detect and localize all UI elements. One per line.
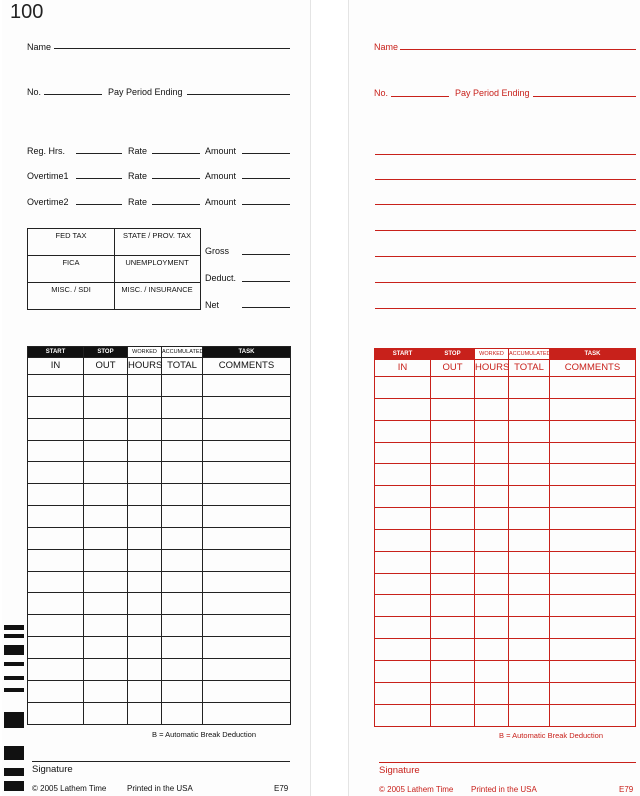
comments-header: COMMENTS [203,358,291,375]
copyright: © 2005 Lathem Time [32,784,107,793]
hours-cell[interactable] [128,418,162,440]
reg-amount-label: Amount [205,146,237,156]
name-field[interactable] [54,48,290,49]
in-cell[interactable] [28,484,84,506]
total-cell[interactable] [162,418,203,440]
task-label: TASK [550,349,636,360]
table-row [28,527,291,549]
ot2-amount-field[interactable] [242,204,290,205]
in-cell[interactable] [375,442,431,464]
total-cell[interactable] [162,506,203,528]
in-cell[interactable] [28,637,84,659]
hours-cell[interactable] [475,639,509,661]
comments-cell[interactable] [550,464,636,486]
hours-cell[interactable] [475,595,509,617]
table-row [375,420,636,442]
out-cell[interactable] [431,595,475,617]
in-cell[interactable] [28,549,84,571]
accumulated-label: ACCUMULATED [162,347,203,358]
hours-cell[interactable] [475,464,509,486]
net-label: Net [205,300,220,310]
comments-cell[interactable] [203,658,291,680]
out-cell[interactable] [431,660,475,682]
total-cell[interactable] [509,377,550,399]
registration-mark [4,676,24,680]
number-field[interactable] [44,94,102,95]
table-row [375,486,636,508]
out-cell[interactable] [84,418,128,440]
total-cell[interactable] [509,660,550,682]
total-cell[interactable] [162,637,203,659]
comments-cell[interactable] [203,396,291,418]
comments-cell[interactable] [203,527,291,549]
table-row [375,464,636,486]
hours-cell[interactable] [128,615,162,637]
worked-label: WORKED [128,347,162,358]
in-cell[interactable] [375,660,431,682]
total-cell[interactable] [509,398,550,420]
in-cell[interactable] [28,658,84,680]
out-cell[interactable] [84,440,128,462]
in-cell[interactable] [28,680,84,702]
in-cell[interactable] [28,571,84,593]
comments-cell[interactable] [550,595,636,617]
table-row [375,551,636,573]
table-row [375,617,636,639]
entry-line[interactable] [375,282,636,283]
table-row [375,529,636,551]
hours-cell[interactable] [128,702,162,724]
table-row [28,484,291,506]
table-row [375,377,636,399]
table-row [375,573,636,595]
comments-cell[interactable] [550,682,636,704]
card-number: 100 [10,1,44,23]
hours-cell[interactable] [128,658,162,680]
table-row [28,506,291,528]
signature-field[interactable] [379,762,636,763]
comments-cell[interactable] [550,486,636,508]
signature-field[interactable] [32,761,290,762]
stop-label: STOP [84,347,128,358]
out-cell[interactable] [431,464,475,486]
in-cell[interactable] [375,420,431,442]
total-cell[interactable] [509,442,550,464]
comments-cell[interactable] [550,442,636,464]
reg-amount-field[interactable] [242,153,290,154]
comments-header: COMMENTS [550,360,636,377]
table-row [375,442,636,464]
comments-cell[interactable] [550,704,636,726]
total-cell[interactable] [509,508,550,530]
total-cell[interactable] [509,573,550,595]
printed-in: Printed in the USA [471,785,537,794]
entry-line[interactable] [375,204,636,205]
table-row [28,680,291,702]
entry-line[interactable] [375,308,636,309]
total-cell[interactable] [509,617,550,639]
total-cell[interactable] [162,615,203,637]
hours-cell[interactable] [475,704,509,726]
table-row [28,396,291,418]
out-cell[interactable] [431,420,475,442]
table-row [28,549,291,571]
entry-line[interactable] [375,256,636,257]
in-cell[interactable] [375,682,431,704]
in-cell[interactable] [375,639,431,661]
total-cell[interactable] [509,486,550,508]
form-code: E79 [619,785,634,794]
in-cell[interactable] [375,377,431,399]
hours-cell[interactable] [475,551,509,573]
hours-cell[interactable] [128,527,162,549]
name-label: Name [27,42,52,52]
comments-cell[interactable] [203,484,291,506]
hours-cell[interactable] [475,508,509,530]
in-header: IN [28,358,84,375]
time-entry-rows [375,377,636,727]
printed-in: Printed in the USA [127,784,193,793]
deduct-field[interactable] [242,281,290,282]
comments-cell[interactable] [550,377,636,399]
deduct-label: Deduct. [205,273,237,283]
comments-cell[interactable] [203,375,291,397]
hours-cell[interactable] [475,617,509,639]
total-cell[interactable] [509,682,550,704]
in-header: IN [375,360,431,377]
ot2-rate-label: Rate [128,197,148,207]
hours-cell[interactable] [128,571,162,593]
signature-label: Signature [32,764,73,775]
in-cell[interactable] [375,617,431,639]
ot1-amount-label: Amount [205,171,237,181]
out-cell[interactable] [84,571,128,593]
signature-label: Signature [379,765,420,776]
total-cell[interactable] [162,658,203,680]
comments-cell[interactable] [203,615,291,637]
in-cell[interactable] [28,702,84,724]
number-field[interactable] [391,96,449,97]
total-cell[interactable] [162,375,203,397]
unemployment-label: UNEMPLOYMENT [125,258,189,267]
in-cell[interactable] [375,551,431,573]
ot1-rate-field[interactable] [152,178,200,179]
comments-cell[interactable] [203,506,291,528]
comments-cell[interactable] [203,680,291,702]
reg-hrs-label: Reg. Hrs. [27,146,66,156]
out-cell[interactable] [431,639,475,661]
registration-mark [4,768,24,776]
comments-cell[interactable] [550,398,636,420]
total-cell[interactable] [509,529,550,551]
time-table [374,348,636,727]
in-cell[interactable] [28,506,84,528]
out-header: OUT [431,360,475,377]
comments-cell[interactable] [550,420,636,442]
fed-tax-label: FED TAX [55,231,87,240]
out-cell[interactable] [84,375,128,397]
fica-label: FICA [62,258,80,267]
form-code: E79 [274,784,289,793]
table-row [28,615,291,637]
comments-cell[interactable] [550,508,636,530]
misc-insurance-label: MISC. / INSURANCE [121,285,193,294]
comments-cell[interactable] [203,571,291,593]
table-row [375,639,636,661]
out-cell[interactable] [84,615,128,637]
in-cell[interactable] [28,375,84,397]
comments-cell[interactable] [203,549,291,571]
comments-cell[interactable] [203,593,291,615]
total-cell[interactable] [162,680,203,702]
out-cell[interactable] [84,702,128,724]
hours-cell[interactable] [128,680,162,702]
comments-cell[interactable] [203,637,291,659]
out-cell[interactable] [431,486,475,508]
copyright: © 2005 Lathem Time [379,785,454,794]
in-cell[interactable] [28,593,84,615]
in-cell[interactable] [375,573,431,595]
reg-rate-field[interactable] [152,153,200,154]
table-row [375,398,636,420]
stop-label: STOP [431,349,475,360]
entry-line[interactable] [375,179,636,180]
total-header: TOTAL [509,360,550,377]
total-cell[interactable] [162,440,203,462]
total-cell[interactable] [509,464,550,486]
in-cell[interactable] [375,595,431,617]
hours-header: HOURS [475,360,509,377]
hours-cell[interactable] [475,682,509,704]
total-cell[interactable] [162,484,203,506]
overtime2-label: Overtime2 [27,197,69,207]
name-label: Name [374,42,399,52]
net-field[interactable] [242,307,290,308]
comments-cell[interactable] [550,551,636,573]
pay-period-ending-field[interactable] [533,96,636,97]
gross-label: Gross [205,246,230,256]
table-row [28,658,291,680]
ot1-rate-label: Rate [128,171,148,181]
hours-cell[interactable] [475,420,509,442]
hours-cell[interactable] [475,377,509,399]
total-cell[interactable] [162,593,203,615]
out-cell[interactable] [431,682,475,704]
total-cell[interactable] [509,551,550,573]
hours-cell[interactable] [475,573,509,595]
table-row [28,702,291,724]
table-row [375,660,636,682]
table-row [28,375,291,397]
in-cell[interactable] [375,464,431,486]
ot1-amount-field[interactable] [242,178,290,179]
time-card-back [348,0,640,796]
in-cell[interactable] [28,440,84,462]
total-cell[interactable] [509,595,550,617]
registration-mark [4,625,24,630]
hours-cell[interactable] [128,440,162,462]
in-cell[interactable] [28,615,84,637]
registration-mark [4,662,24,666]
hours-cell[interactable] [475,529,509,551]
in-cell[interactable] [375,529,431,551]
task-label: TASK [203,347,291,358]
registration-mark [4,645,24,655]
out-cell[interactable] [431,617,475,639]
pay-period-ending-label: Pay Period Ending [108,87,183,97]
hours-cell[interactable] [128,375,162,397]
registration-mark [4,712,24,728]
table-row [375,682,636,704]
ot2-amount-label: Amount [205,197,237,207]
table-row [28,418,291,440]
entry-line[interactable] [375,230,636,231]
hours-cell[interactable] [475,486,509,508]
state-tax-label: STATE / PROV. TAX [123,231,191,240]
reg-hrs-field[interactable] [76,153,122,154]
in-cell[interactable] [375,398,431,420]
registration-mark [4,634,24,638]
start-label: START [375,349,431,360]
table-row [28,440,291,462]
out-cell[interactable] [431,551,475,573]
comments-cell[interactable] [550,639,636,661]
table-row [28,637,291,659]
pay-period-ending-field[interactable] [187,94,290,95]
out-cell[interactable] [431,377,475,399]
registration-mark [4,688,24,692]
hours-cell[interactable] [128,396,162,418]
out-cell[interactable] [431,573,475,595]
hours-cell[interactable] [128,462,162,484]
registration-mark [4,781,24,791]
table-row [28,593,291,615]
in-cell[interactable] [375,508,431,530]
time-entry-rows [28,375,291,725]
in-cell[interactable] [375,704,431,726]
out-cell[interactable] [431,508,475,530]
hours-cell[interactable] [475,660,509,682]
in-cell[interactable] [28,462,84,484]
hours-cell[interactable] [128,637,162,659]
comments-cell[interactable] [550,529,636,551]
comments-cell[interactable] [203,462,291,484]
comments-cell[interactable] [550,660,636,682]
hours-cell[interactable] [475,442,509,464]
out-header: OUT [84,358,128,375]
table-row [28,571,291,593]
hours-cell[interactable] [475,398,509,420]
comments-cell[interactable] [550,573,636,595]
overtime1-label: Overtime1 [27,171,69,181]
time-table [27,346,291,725]
total-cell[interactable] [162,527,203,549]
overtime1-field[interactable] [76,178,122,179]
table-row [28,462,291,484]
number-label: No. [27,87,42,97]
hours-cell[interactable] [128,549,162,571]
out-cell[interactable] [84,506,128,528]
number-label: No. [374,88,389,98]
total-cell[interactable] [162,549,203,571]
total-cell[interactable] [162,571,203,593]
deductions-box [27,228,201,310]
out-cell[interactable] [431,704,475,726]
out-cell[interactable] [84,637,128,659]
in-cell[interactable] [28,527,84,549]
in-cell[interactable] [375,486,431,508]
total-cell[interactable] [509,704,550,726]
total-cell[interactable] [162,396,203,418]
out-cell[interactable] [84,658,128,680]
total-header: TOTAL [162,358,203,375]
out-cell[interactable] [84,462,128,484]
out-cell[interactable] [84,680,128,702]
total-cell[interactable] [162,702,203,724]
out-cell[interactable] [84,593,128,615]
in-cell[interactable] [28,418,84,440]
comments-cell[interactable] [203,702,291,724]
in-cell[interactable] [28,396,84,418]
break-note: B = Automatic Break Deduction [499,731,604,740]
hours-header: HOURS [128,358,162,375]
out-cell[interactable] [431,442,475,464]
out-cell[interactable] [84,396,128,418]
misc-sdi-label: MISC. / SDI [51,285,91,294]
reg-rate-label: Rate [128,146,148,156]
out-cell[interactable] [431,529,475,551]
table-row [375,704,636,726]
time-card-front [2,0,311,796]
overtime2-field[interactable] [76,204,122,205]
gross-field[interactable] [242,254,290,255]
registration-mark [4,746,24,760]
total-cell[interactable] [509,420,550,442]
comments-cell[interactable] [550,617,636,639]
accumulated-label: ACCUMULATED [509,349,550,360]
table-row [375,508,636,530]
hours-cell[interactable] [128,484,162,506]
ot2-rate-field[interactable] [152,204,200,205]
hours-cell[interactable] [128,593,162,615]
out-cell[interactable] [84,527,128,549]
name-field[interactable] [400,49,636,50]
pay-period-ending-label: Pay Period Ending [455,88,530,98]
comments-cell[interactable] [203,418,291,440]
worked-label: WORKED [475,349,509,360]
hours-cell[interactable] [128,506,162,528]
out-cell[interactable] [431,398,475,420]
total-cell[interactable] [509,639,550,661]
entry-line[interactable] [375,154,636,155]
out-cell[interactable] [84,549,128,571]
start-label: START [28,347,84,358]
out-cell[interactable] [84,484,128,506]
total-cell[interactable] [162,462,203,484]
table-row [375,595,636,617]
break-note: B = Automatic Break Deduction [152,730,257,739]
comments-cell[interactable] [203,440,291,462]
